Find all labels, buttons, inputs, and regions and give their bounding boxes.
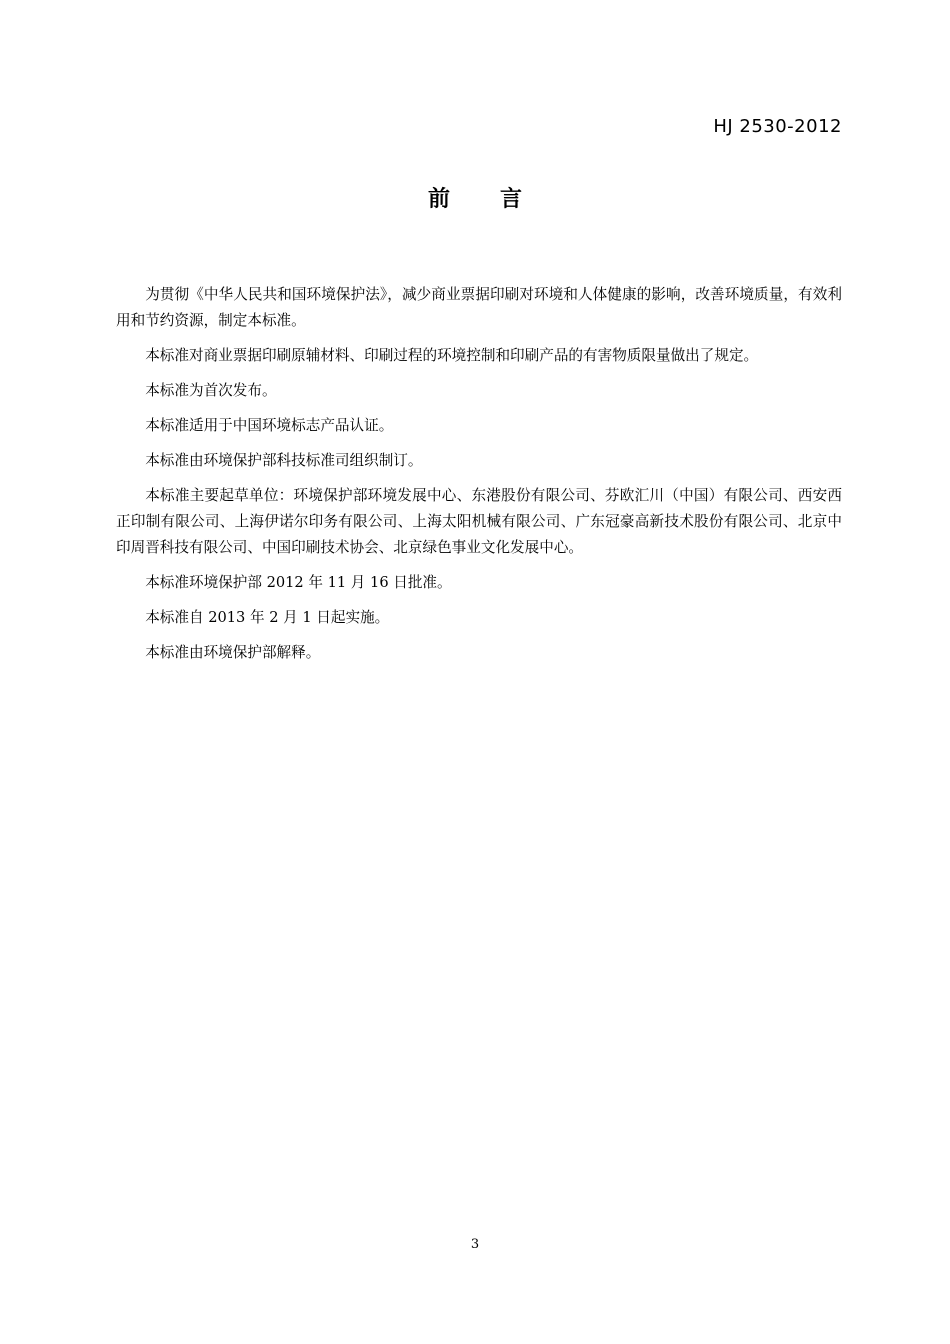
paragraph-interpretation: 本标准由环境保护部解释。 (145, 644, 321, 661)
foreword-body (116, 282, 842, 675)
paragraph-drafting-units: 本标准主要起草单位：环境保护部环境发展中心、东港股份有限公司、芬欧汇川（中国）有限公司、西安西正印制有限公司、上海伊诺尔印务有限公司、上海太阳机械有限公司、广东冠豪高新技术股份有限公司、北京中印周晋科技有限公司、中国印刷技术协会、北京绿色事业文化发展中心。 (116, 487, 842, 556)
paragraph-purpose: 为贯彻《中华人民共和国环境保护法》，减少商业票据印刷对环境和人体健康的影响，改善环境质量，有效利用和节约资源，制定本标准。 (116, 286, 842, 329)
paragraph-scope: 本标准对商业票据印刷原辅材料、印刷过程的环境控制和印刷产品的有害物质限量做出了规定。 (145, 347, 759, 364)
paragraph-approval-date: 本标准环境保护部 2012 年 11 月 16 日批准。 (145, 574, 452, 591)
paragraph-organizer: 本标准由环境保护部科技标准司组织制订。 (145, 452, 423, 469)
paragraph-first-release: 本标准为首次发布。 (145, 382, 277, 399)
paragraph-applicability: 本标准适用于中国环境标志产品认证。 (145, 417, 394, 434)
paragraph-effective-date: 本标准自 2013 年 2 月 1 日起实施。 (145, 609, 390, 626)
page-title: 前言 (427, 187, 572, 212)
page-number: 3 (470, 1237, 480, 1252)
standard-code: HJ 2530-2012 (713, 116, 842, 137)
